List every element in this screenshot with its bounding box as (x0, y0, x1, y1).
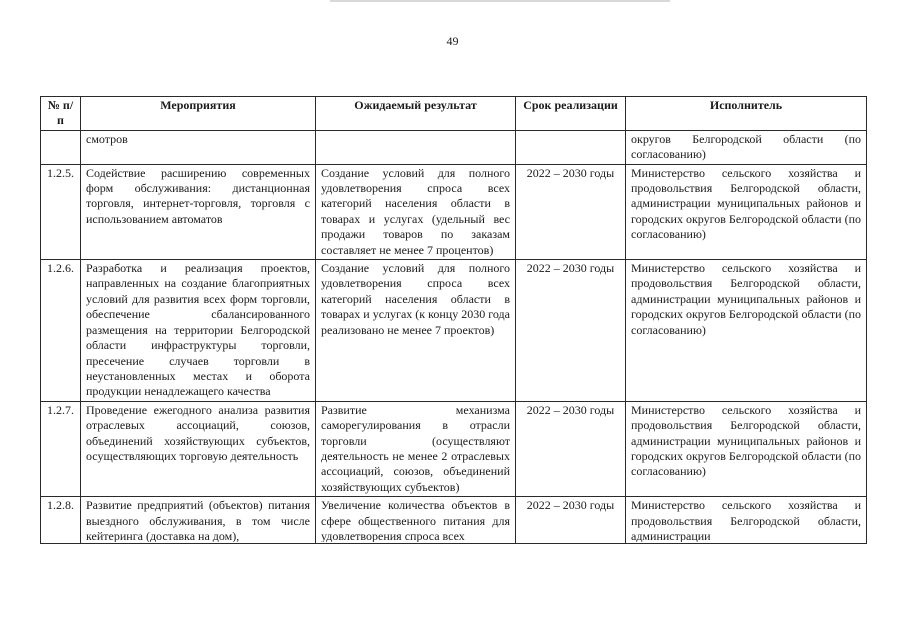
table-row (41, 401, 867, 496)
header-result: Ожидаемый результат (316, 97, 516, 131)
term-cell: 2022 – 2030 годы (516, 164, 626, 259)
row-number: 1.2.6. (41, 260, 81, 402)
executor-cell: Министерство сельского хозяйства и продовольствия Белгородской области, администрации муниципальных районов и городских округов Белгородской области (по согласованию) (626, 401, 867, 496)
header-num: № п/п (41, 97, 81, 131)
table-row (41, 164, 867, 259)
executor-cell: Министерство сельского хозяйства и продовольствия Белгородской области, администрации муниципальных районов и городских округов Белгородской области (по согласованию) (626, 164, 867, 259)
result-cell: Создание условий для полного удовлетворения спроса всех категорий населения области в товарах и услугах (удельный вес продажи товаров по заказам составляет не менее 7 процентов) (316, 164, 516, 259)
table-row (41, 260, 867, 402)
measure-cell: Содействие расширению современных форм обслуживания: дистанционная торговля, интернет-торговля, торговля с использованием автоматов (81, 164, 316, 259)
executor-cell: округов Белгородской области (по согласованию) (626, 130, 867, 164)
header-executor: Исполнитель (626, 97, 867, 131)
result-cell: Создание условий для полного удовлетворения спроса всех категорий населения области в товарах и услугах (к концу 2030 года реализовано не менее 7 проектов) (316, 260, 516, 402)
table-header-row (41, 97, 867, 131)
result-cell: Развитие механизма саморегулирования в отрасли торговли (осуществляют деятельность не менее 2 отраслевых ассоциаций, союзов, объединений хозяйствующих субъектов) (316, 401, 516, 496)
row-number: 1.2.7. (41, 401, 81, 496)
table-row (41, 130, 867, 164)
page-number: 49 (446, 34, 459, 48)
term-cell: 2022 – 2030 годы (516, 260, 626, 402)
measure-cell: Разработка и реализация проектов, направленных на создание благоприятных условий для развития всех форм торговли, обеспечение сбалансированного размещения на территории Белгородской области инфраструктуры торговли, пресечение случаев торговли в неустановленных местах и оборота продукции ненадлежащего качества (81, 260, 316, 402)
row-number: 1.2.5. (41, 164, 81, 259)
measure-cell: Развитие предприятий (объектов) питания выездного обслуживания, в том числе кейтеринга (доставка на дом), (81, 497, 316, 544)
result-cell: Увеличение количества объектов в сфере общественного питания для удовлетворения спроса всех (316, 497, 516, 544)
measure-cell: Проведение ежегодного анализа развития отраслевых ассоциаций, союзов, объединений хозяйствующих субъектов, осуществляющих торговую деятельность (81, 401, 316, 496)
row-number: 1.2.8. (41, 497, 81, 544)
term-cell (516, 130, 626, 164)
scan-top-edge (330, 0, 670, 2)
result-cell (316, 130, 516, 164)
term-cell: 2022 – 2030 годы (516, 401, 626, 496)
header-measure: Мероприятия (81, 97, 316, 131)
measure-cell: смотров (81, 130, 316, 164)
executor-cell: Министерство сельского хозяйства и продовольствия Белгородской области, администрации муниципальных районов и городских округов Белгородской области (по согласованию) (626, 260, 867, 402)
measures-table (40, 96, 867, 544)
header-term: Срок реализации (516, 97, 626, 131)
term-cell: 2022 – 2030 годы (516, 497, 626, 544)
table-row (41, 497, 867, 544)
row-number (41, 130, 81, 164)
executor-cell: Министерство сельского хозяйства и продовольствия Белгородской области, администрации (626, 497, 867, 544)
